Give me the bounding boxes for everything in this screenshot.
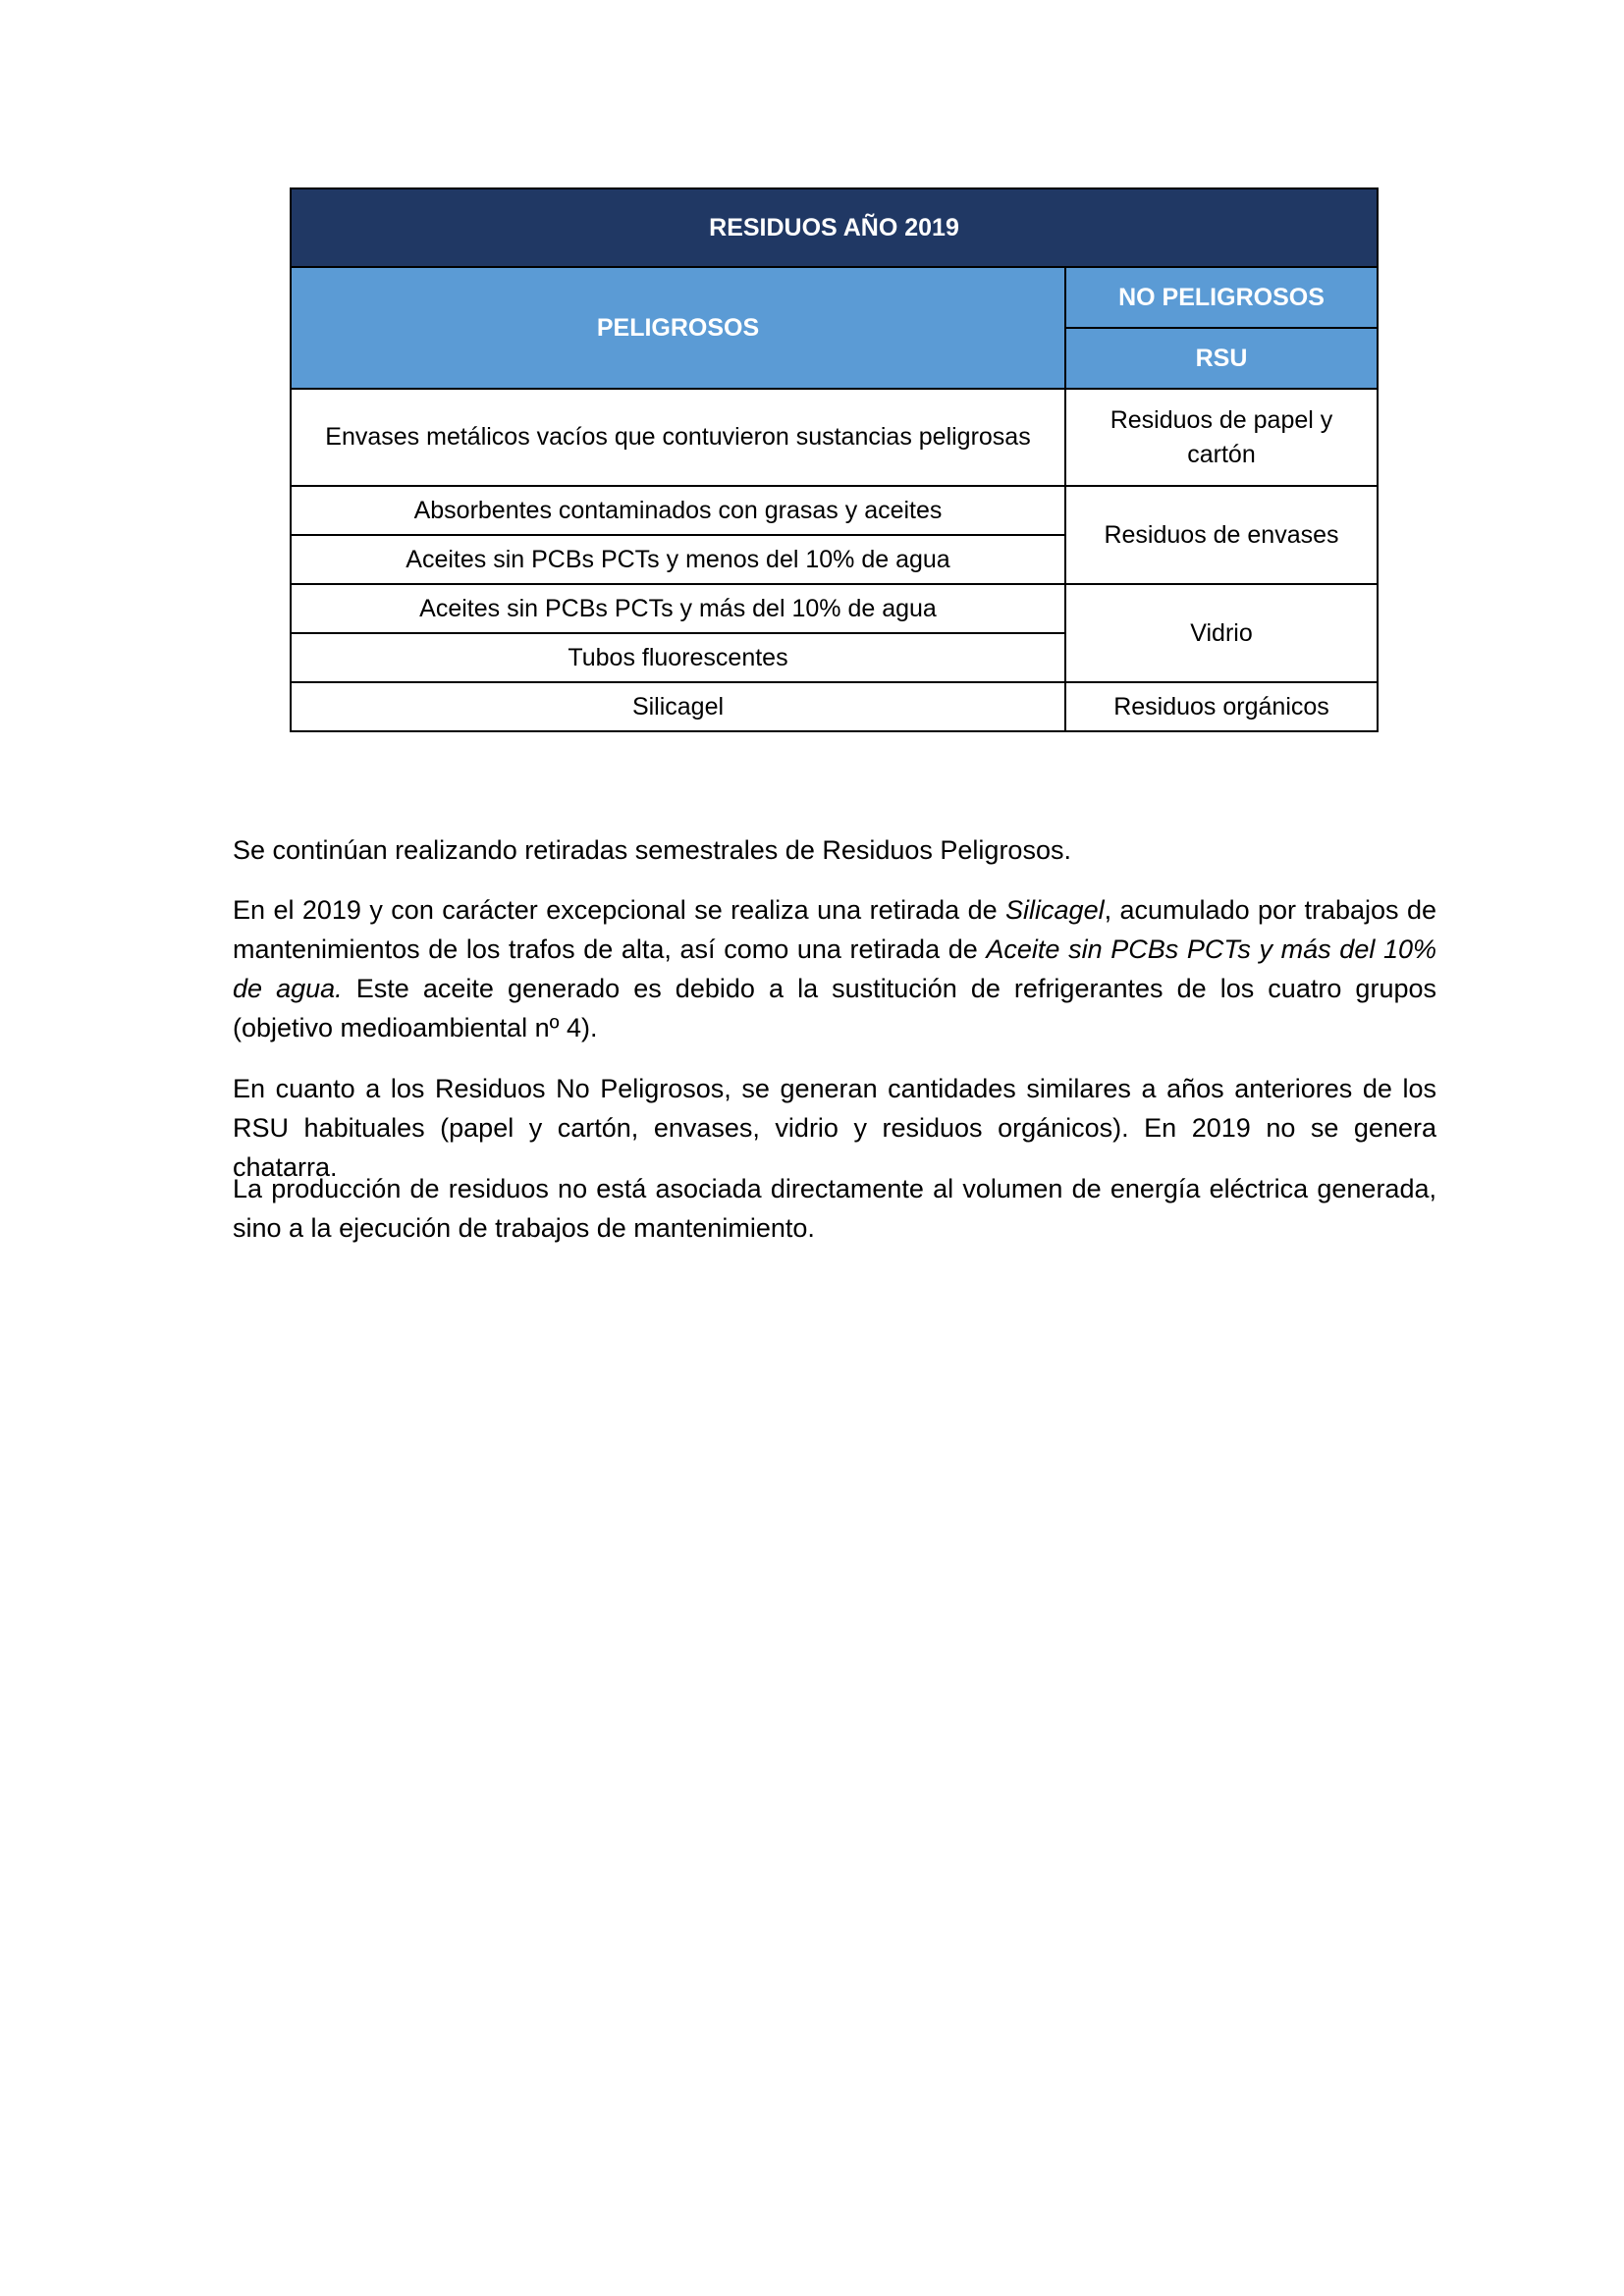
no-peligroso-cell: Vidrio xyxy=(1065,584,1378,682)
table-title-row xyxy=(291,188,1378,267)
peligroso-cell: Aceites sin PCBs PCTs y más del 10% de agua xyxy=(291,584,1065,633)
table-title: RESIDUOS AÑO 2019 xyxy=(291,188,1378,267)
peligroso-cell: Silicagel xyxy=(291,682,1065,731)
paragraph-text: En el 2019 y con carácter excepcional se realiza una retirada de xyxy=(233,895,1006,925)
peligroso-cell: Aceites sin PCBs PCTs y menos del 10% de agua xyxy=(291,535,1065,584)
paragraph-text: Este aceite generado es debido a la sustitución de refrigerantes de los cuatro grupos (objetivo medioambiental nº 4). xyxy=(233,974,1436,1042)
no-peligroso-cell: Residuos orgánicos xyxy=(1065,682,1378,731)
no-peligroso-cell: Residuos de envases xyxy=(1065,486,1378,584)
paragraph-excepcional xyxy=(233,890,1436,1047)
table-row xyxy=(291,389,1378,486)
emphasis-text: Aceite sin PCBs PCTs y más del 10% de agua. xyxy=(233,934,1437,1003)
emphasis-text: Silicagel xyxy=(1005,895,1105,925)
paragraph-text: , acumulado por trabajos de mantenimientos de los trafos de alta, así como una retirada de xyxy=(233,895,1436,964)
header-no-peligrosos: NO PELIGROSOS xyxy=(1065,267,1378,328)
table-row xyxy=(291,682,1378,731)
paragraph-produccion: La producción de residuos no está asociada directamente al volumen de energía eléctrica generada, sino a la ejecución de trabajos de mantenimiento. xyxy=(233,1174,1436,1243)
header-rsu: RSU xyxy=(1065,328,1378,389)
peligroso-cell: Tubos fluorescentes xyxy=(291,633,1065,682)
table-header-row xyxy=(291,267,1378,328)
table-row xyxy=(291,584,1378,633)
no-peligroso-cell: Residuos de papel y cartón xyxy=(1065,389,1378,486)
waste-table xyxy=(290,187,1379,732)
table-row xyxy=(291,486,1378,535)
header-peligrosos: PELIGROSOS xyxy=(291,267,1065,389)
peligroso-cell: Absorbentes contaminados con grasas y aceites xyxy=(291,486,1065,535)
peligroso-cell: Envases metálicos vacíos que contuvieron sustancias peligrosas xyxy=(291,389,1065,486)
paragraph-no-peligrosos: En cuanto a los Residuos No Peligrosos, se generan cantidades similares a años anteriores de los RSU habituales (papel y cartón, envases, vidrio y residuos orgánicos). En 2019 no se genera chatarra. xyxy=(233,1074,1436,1182)
paragraph-retiradas: Se continúan realizando retiradas semestrales de Residuos Peligrosos. xyxy=(233,835,1071,865)
